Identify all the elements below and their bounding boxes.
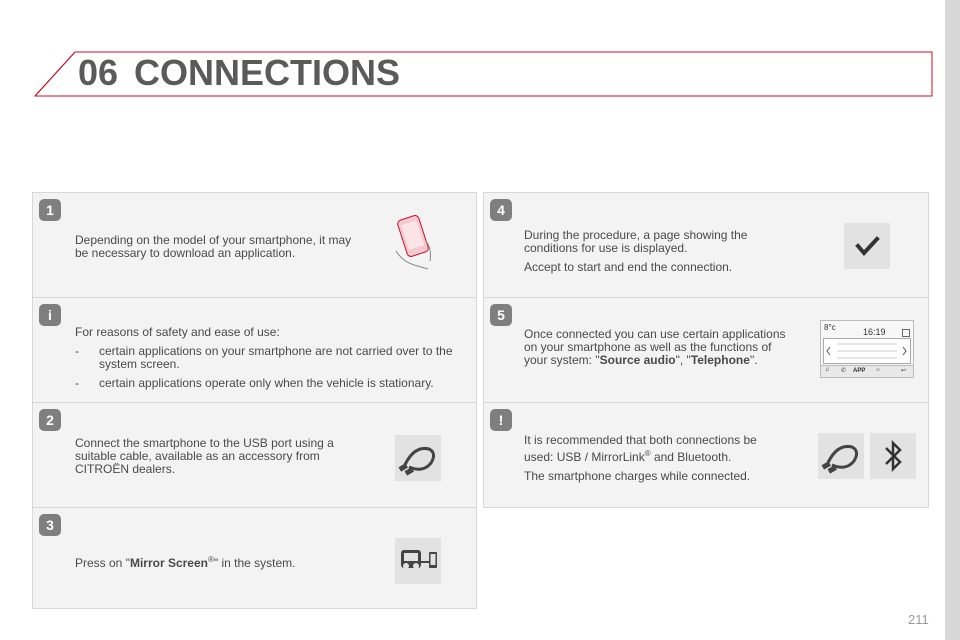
warning-panel (483, 402, 929, 508)
registered-mark: ® (207, 555, 214, 564)
screen-content (823, 338, 911, 364)
warning-p1 (524, 434, 784, 464)
music-icon: ♫ (825, 367, 830, 373)
bullet-dash: - (75, 344, 79, 358)
warning-p2: The smartphone charges while connected. (524, 469, 751, 483)
page-number: 211 (908, 612, 929, 627)
step-1-text: Depending on the model of your smartphone, it may be necessary to download an application. (75, 233, 352, 260)
screen-bottom-bar (821, 365, 913, 377)
screen-time: 16:19 (863, 327, 886, 337)
checkmark-icon (844, 223, 890, 269)
chapter-number: 06 (78, 52, 119, 93)
usb-cable-icon (395, 435, 441, 481)
side-strip (945, 0, 960, 640)
screen-temperature: 8°c (824, 323, 836, 332)
mirror-screen-label: Mirror Screen (129, 556, 208, 570)
smartphone-hand-icon (388, 211, 448, 271)
back-icon: ↩ (901, 368, 907, 374)
info-bullet (75, 345, 470, 371)
step-3-badge: 3 (39, 514, 61, 536)
phone-icon: ✆ (841, 368, 847, 374)
step-4-p2: Accept to start and end the connection. (524, 260, 733, 274)
home-icon: ⌂ (876, 367, 880, 373)
screen-app-label: APP (853, 368, 866, 374)
step-2-badge: 2 (39, 409, 61, 431)
mirror-screen-icon (395, 538, 441, 584)
bullet-dash: - (75, 376, 79, 390)
chapter-title: CONNECTIONS (134, 52, 401, 93)
step-4-p1: During the procedure, a page showing the conditions for use is displayed. (524, 228, 748, 255)
warning-badge: ! (490, 409, 512, 431)
step-2-text: Connect the smartphone to the USB port using a suitable cable, available as an accessory from CITROËN dealers. (75, 436, 334, 476)
info-bullet (75, 377, 470, 390)
step-3-text (75, 553, 357, 570)
step-5-badge: 5 (490, 304, 512, 326)
bluetooth-icon (870, 433, 916, 479)
step-5-panel (483, 297, 929, 403)
step-5-text (524, 328, 789, 367)
step-4-panel (483, 192, 929, 298)
step-5-text-mid: ", " (675, 353, 691, 367)
step-1-panel (32, 192, 477, 298)
step-5-text-after: ". (749, 353, 758, 367)
step-5-text-before: Once connected you can use certain applications on your smartphone as well as the functions of your system: " (524, 327, 786, 367)
warning-p1-before: It is recommended that both connections be used: USB / MirrorLink (524, 433, 757, 464)
step-3-panel (32, 507, 477, 609)
warning-text (524, 434, 784, 489)
warning-p1-after: and Bluetooth. (650, 450, 732, 464)
step-2-panel (32, 402, 477, 508)
telephone-label: Telephone (690, 353, 750, 367)
step-4-text (524, 229, 784, 280)
info-intro: For reasons of safety and ease of use: (75, 325, 280, 339)
source-audio-label: Source audio (599, 353, 676, 367)
info-panel (32, 297, 477, 403)
usb-cable-icon (818, 433, 864, 479)
screen-menu-icon (902, 329, 910, 337)
step-3-text-before: Press on " (75, 556, 130, 570)
info-bullet-1: certain applications on your smartphone are not carried over to the system screen. (99, 344, 453, 371)
registered-mark: ® (644, 449, 651, 458)
step-4-badge: 4 (490, 199, 512, 221)
info-bullet-2: certain applications operate only when the vehicle is stationary. (99, 376, 434, 390)
info-badge: i (39, 304, 61, 326)
system-screen-image (820, 320, 914, 378)
info-text (75, 326, 470, 396)
step-3-text-after: " in the system. (213, 556, 296, 570)
step-1-badge: 1 (39, 199, 61, 221)
